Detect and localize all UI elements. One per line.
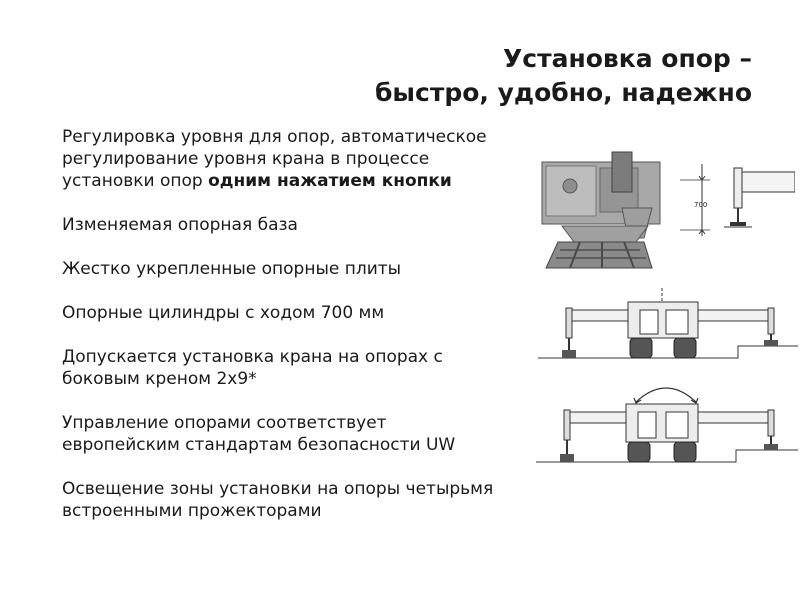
feature-variable-base [62, 214, 532, 236]
feature-leveling-line-3-text: установки опор [62, 171, 209, 191]
title-line-2: быстро, удобно, надежно [374, 78, 752, 107]
feature-side-slope-line-2: боковым креном 2x9* [62, 369, 257, 389]
feature-cylinders [62, 302, 532, 324]
feature-fixed-plates-line-1: Жестко укрепленные опорные плиты [62, 259, 402, 279]
feature-lighting [62, 478, 532, 522]
feature-safety-standard [62, 412, 532, 456]
feature-leveling-line-1: Регулировка уровня для опор, автоматическое [62, 127, 487, 147]
feature-side-slope-line-1: Допускается установка крана на опорах с [62, 347, 443, 367]
title-line-1: Установка опор – [503, 44, 752, 73]
feature-list [62, 126, 532, 544]
crane-tilt-diagram [536, 378, 798, 470]
feature-fixed-plates [62, 258, 532, 280]
feature-lighting-line-2: встроенными прожекторами [62, 501, 322, 521]
feature-cylinders-line-1: Опорные цилиндры с ходом 700 мм [62, 303, 385, 323]
stroke-diagram [680, 158, 795, 238]
outrigger-photo [540, 150, 670, 275]
crane-front-view-diagram [538, 288, 798, 374]
feature-leveling-line-2: регулирование уровня крана в процессе [62, 149, 430, 169]
slide-title [375, 42, 752, 110]
feature-lighting-line-1: Освещение зоны установки на опоры четырьмя [62, 479, 494, 499]
stroke-dimension-label: 700 [694, 201, 708, 209]
feature-leveling-line-3 [62, 170, 532, 192]
feature-safety-standard-line-1: Управление опорами соответствует [62, 413, 387, 433]
feature-leveling [62, 126, 532, 192]
feature-leveling-bold-text: одним нажатием кнопки [208, 171, 452, 191]
feature-side-slope [62, 346, 532, 390]
feature-safety-standard-line-2: европейским стандартам безопасности UW [62, 435, 456, 455]
feature-variable-base-line-1: Изменяемая опорная база [62, 215, 298, 235]
